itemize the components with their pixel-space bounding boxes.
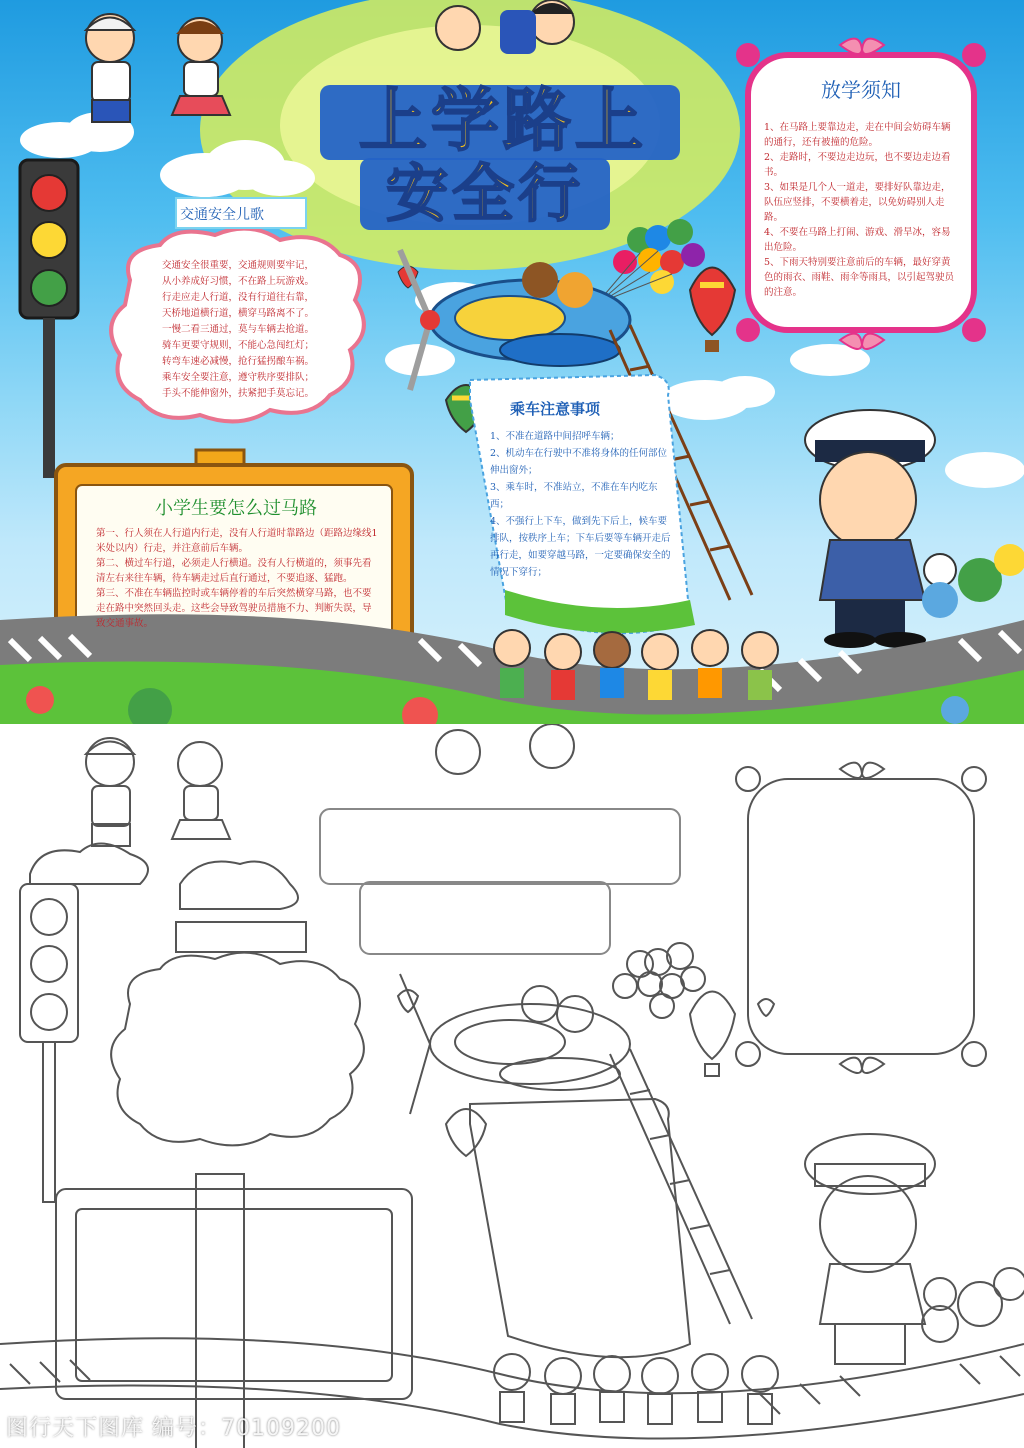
clouds-outline [30, 843, 298, 909]
poster-title-line2: 安全行 [385, 157, 584, 230]
crossing-text: 第一、行人须在人行道内行走，没有人行道时靠路边（距路边缘线1米处以内）行走，并注意前后车辆。 第二、横过车行道，必须走人行横道。没有人行横道的，须事先看清左右来往车辆，待车辆走过后直行通过，不要追逐、猛跑。 第三、不准在车辆监控时或车辆停着的车后突然横穿马路，也不要走在路中突然回头走。这些会导致驾驶员措施不力、判断失误，导致交通事故。 [96, 528, 378, 629]
after-school-text: 1、在马路上要靠边走，走在中间会妨碍车辆的通行，还有被撞的危险。 2、走路时，不要边走边玩，也不要边走边看书。 3、如果是几个人一道走，要排好队靠边走，队伍应竖排，不要横着走，以免妨碍别人走路。 4、不要在马路上打闹、游戏、滑旱冰，容易出危险。 5、下雨天特别要注意前后的车辆，最好穿黄色的雨衣、雨鞋、雨伞等雨具，以引起驾驶员的注意。 [764, 122, 955, 298]
kids-running-icon [86, 14, 230, 122]
ride-heading: 乘车注意事项 [510, 400, 601, 418]
crossing-sign-outline [56, 1174, 412, 1448]
airplane-outline-icon [400, 974, 630, 1114]
after-school-heading: 放学须知 [821, 78, 901, 102]
kids-running-outline-icon [86, 724, 574, 846]
police-officer-outline-icon [805, 1134, 956, 1364]
crossing-heading: 小学生要怎么过马路 [155, 498, 317, 519]
song-cloud-outline [111, 953, 364, 1146]
sketch-poster-art [0, 724, 1024, 1448]
traffic-light-outline-icon [20, 884, 78, 1202]
sketch-poster [0, 724, 1024, 1448]
ride-text: 1、不准在道路中间招呼车辆； 2、机动车在行驶中不准将身体的任何部位伸出窗外； 3、乘车时，不准站立，不准在车内吃东西； 4、不强行上下车，做到先下后上，候车要排队，按秩序上车；下车后要等车辆开走后再行走，如要穿越马路，一定要确保安全的情况下穿行； [490, 431, 671, 578]
balloons-outline-icon [398, 943, 774, 1156]
ladder-outline-icon [610, 1049, 752, 1324]
song-banner-outline [176, 922, 306, 952]
song-heading: 交通安全儿歌 [180, 207, 264, 223]
title-outline [320, 809, 680, 954]
song-text: 交通安全很重要，交通规则要牢记， 从小养成好习惯，不在路上玩游戏。 行走应走人行道，没有行道往右靠， 天桥地道横行道，横穿马路离不了。 一慢二看三通过，莫与车辆去抢道。 骑车更要守规则，不能心急闯红灯； 转弯车速必减慢，抢行猛拐酿车祸。 乘车安全要注意，遵守秩序要排队； 手头不能伸窗外，扶紧把手莫忘记。 [162, 260, 315, 399]
watermark: 图行天下图库 编号：70109200 [6, 1416, 341, 1441]
children-outline-icon [494, 1354, 778, 1424]
after-school-frame-outline [736, 763, 986, 1073]
traffic-light-icon [20, 160, 78, 478]
poster-title-line1: 上学路上 [358, 82, 647, 161]
